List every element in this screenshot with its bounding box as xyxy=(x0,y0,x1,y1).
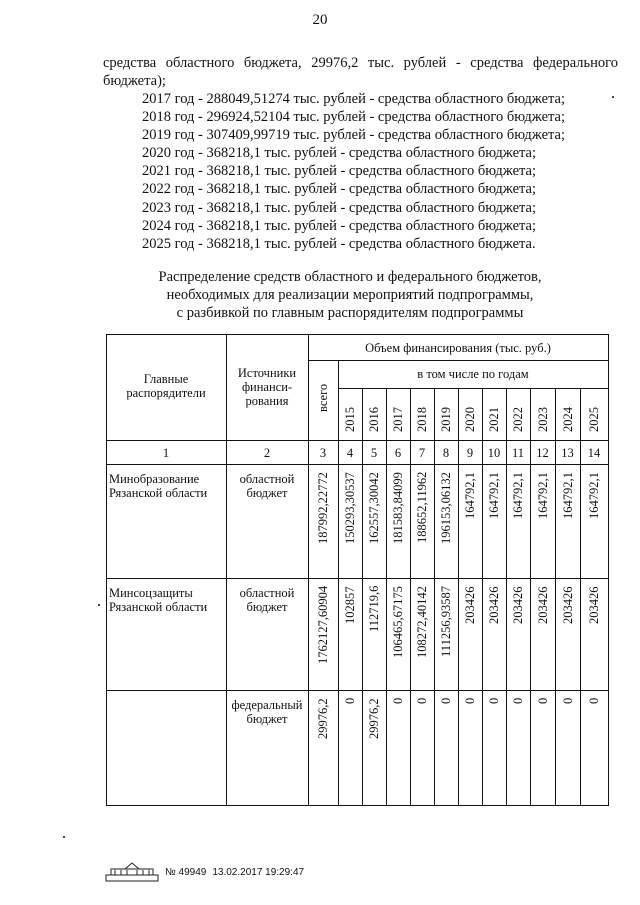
row-value: 29976,2 xyxy=(367,698,381,739)
footer xyxy=(105,862,304,882)
row-value: 164792,1 xyxy=(587,472,601,519)
table-rule xyxy=(338,360,339,806)
header-by-years: в том числе по годам xyxy=(417,367,529,381)
year-line: 2024 год - 368218,1 тыс. рублей - средства областного бюджета; xyxy=(142,217,536,234)
column-number: 11 xyxy=(511,446,525,460)
row-value: 0 xyxy=(391,698,405,705)
header-year: 2016 xyxy=(367,407,381,432)
column-number: 13 xyxy=(561,446,574,460)
table-rule xyxy=(106,578,609,579)
row-value: 164792,1 xyxy=(535,472,550,519)
column-number: 4 xyxy=(346,446,354,460)
row-value: 0 xyxy=(439,698,453,705)
row-value: 29976,2 xyxy=(316,698,330,739)
table-rule xyxy=(106,334,107,806)
row-value: 0 xyxy=(511,698,525,705)
header-total: всего xyxy=(316,383,330,412)
row-value: 108272,40142 xyxy=(415,586,429,658)
row-value: 188652,11962 xyxy=(415,472,429,544)
row-source: областной бюджет xyxy=(239,472,295,500)
row-value: 102857 xyxy=(343,586,357,624)
column-number: 3 xyxy=(319,446,327,460)
table-rule xyxy=(106,690,609,691)
building-logo-icon xyxy=(105,862,159,882)
column-number: 6 xyxy=(394,446,402,460)
header-year: 2015 xyxy=(343,407,357,432)
header-year: 2024 xyxy=(560,407,575,432)
header-year: 2020 xyxy=(463,407,477,432)
year-line: 2020 год - 368218,1 тыс. рублей - средства областного бюджета; xyxy=(142,145,536,162)
row-value: 0 xyxy=(415,698,429,705)
row-value: 106465,67175 xyxy=(391,586,405,658)
header-year: 2025 xyxy=(587,407,601,432)
footer-doc-number: № 49949 xyxy=(165,866,207,878)
table-rule xyxy=(106,464,609,465)
header-year: 2022 xyxy=(511,407,525,432)
row-value: 203426 xyxy=(511,586,525,624)
row-value: 164792,1 xyxy=(487,472,501,519)
column-number: 5 xyxy=(370,446,378,460)
row-value: 112719,6 xyxy=(367,586,381,633)
header-year: 2018 xyxy=(415,407,429,432)
year-line: 2023 год - 368218,1 тыс. рублей - средства областного бюджета; xyxy=(142,199,536,216)
column-number: 12 xyxy=(536,446,549,460)
table-rule xyxy=(338,388,609,389)
row-value: 164792,1 xyxy=(511,472,525,519)
row-value: 181583,84099 xyxy=(391,472,405,544)
year-line: 2019 год - 307409,99719 тыс. рублей - средства областного бюджета; xyxy=(142,127,565,144)
table-rule xyxy=(226,334,227,806)
table-rule xyxy=(106,440,609,441)
row-value: 0 xyxy=(535,698,550,705)
scan-speck xyxy=(63,836,65,838)
row-value: 0 xyxy=(463,698,477,705)
table-rule xyxy=(106,334,609,335)
row-value: 203426 xyxy=(560,586,575,624)
row-value: 1762127,60904 xyxy=(316,586,330,665)
table-rule xyxy=(608,334,609,806)
year-line: 2018 год - 296924,52104 тыс. рублей - средства областного бюджета; xyxy=(142,109,565,126)
row-value: 111256,93587 xyxy=(439,586,453,657)
row-value: 162557,30042 xyxy=(367,472,381,544)
caption-line: необходимых для реализации мероприятий подпрограммы, xyxy=(166,287,534,303)
year-line: 2025 год - 368218,1 тыс. рублей - средства областного бюджета. xyxy=(142,235,536,252)
year-lines xyxy=(142,90,565,253)
row-value: 203426 xyxy=(535,586,550,624)
row-value: 196153,06132 xyxy=(439,472,453,544)
row-value: 0 xyxy=(343,698,357,705)
page-number: 20 xyxy=(312,12,328,28)
table-caption xyxy=(100,268,600,322)
header-volume: Объем финансирования (тыс. руб.) xyxy=(365,341,551,355)
row-value: 150293,30537 xyxy=(343,472,357,544)
intro-paragraph: средства областного бюджета, 29976,2 тыс. рублей - средства федерального бюджета); xyxy=(103,55,618,89)
table-rule xyxy=(308,334,309,806)
caption-line: Распределение средств областного и федерального бюджетов, xyxy=(158,269,542,285)
row-value: 203426 xyxy=(487,586,501,624)
table-rule xyxy=(106,805,609,806)
row-value: 164792,1 xyxy=(560,472,575,519)
table-rule xyxy=(308,360,609,361)
column-number: 9 xyxy=(466,446,474,460)
header-managers: Главные распорядители xyxy=(126,372,206,400)
column-number: 10 xyxy=(487,446,501,460)
header-year: 2019 xyxy=(439,407,453,432)
caption-line: с разбивкой по главным распорядителям подпрограммы xyxy=(176,305,524,321)
column-number: 1 xyxy=(162,446,170,460)
column-number: 2 xyxy=(263,446,271,460)
header-year: 2021 xyxy=(487,407,501,432)
footer-timestamp: 13.02.2017 19:29:47 xyxy=(212,866,305,878)
column-number: 14 xyxy=(587,446,601,460)
row-value: 164792,1 xyxy=(463,472,477,519)
year-line: 2022 год - 368218,1 тыс. рублей - средства областного бюджета; xyxy=(142,181,536,198)
row-value: 187992,22772 xyxy=(316,472,330,544)
scan-speck xyxy=(98,604,100,606)
column-number: 7 xyxy=(418,446,426,460)
row-source: федеральный бюджет xyxy=(231,698,303,726)
row-manager: Минсоцзащиты Рязанской области xyxy=(109,586,208,614)
row-source: областной бюджет xyxy=(239,586,295,614)
header-sources: Источники финанси-рования xyxy=(237,366,297,408)
header-year: 2017 xyxy=(391,407,405,432)
row-value: 0 xyxy=(560,698,575,705)
column-number: 8 xyxy=(442,446,450,460)
year-line: 2017 год - 288049,51274 тыс. рублей - средства областного бюджета; xyxy=(142,91,565,107)
row-value: 203426 xyxy=(463,586,477,624)
row-value: 0 xyxy=(487,698,501,705)
row-value: 203426 xyxy=(587,586,601,624)
row-manager: Минобразование Рязанской области xyxy=(109,472,208,500)
header-year: 2023 xyxy=(535,407,550,432)
scan-speck xyxy=(612,96,614,98)
row-value: 0 xyxy=(587,698,601,705)
year-line: 2021 год - 368218,1 тыс. рублей - средства областного бюджета; xyxy=(142,163,536,180)
